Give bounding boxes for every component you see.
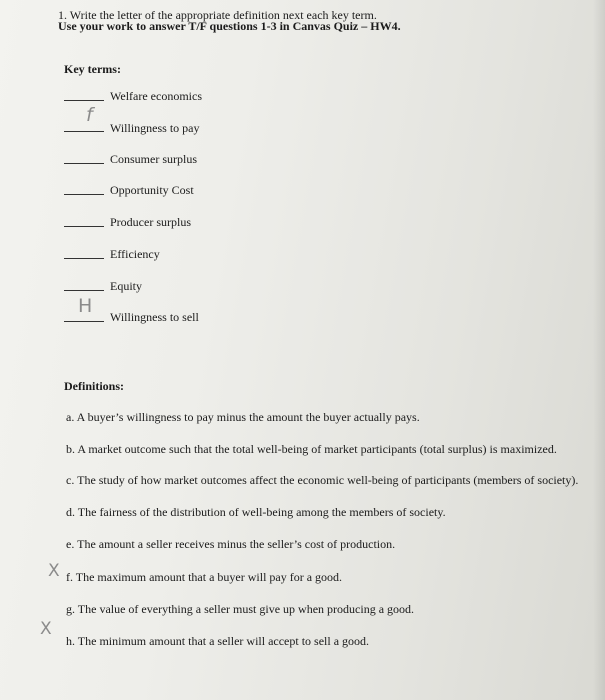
answer-blank[interactable] [64,226,104,227]
answer-blank[interactable] [64,290,104,291]
page-edge-shadow [593,0,605,700]
definition-item: d. The fairness of the distribution of well-being among the members of society. [66,505,446,519]
key-term-label: Producer surplus [110,215,191,229]
key-term-label: Welfare economics [110,89,202,103]
answer-blank[interactable] [64,100,104,101]
definitions-heading: Definitions: [64,379,124,393]
answer-blank[interactable] [64,194,104,195]
handwritten-check-mark: X [40,619,52,639]
answer-blank[interactable] [64,163,104,164]
handwritten-answer: f [86,104,93,126]
key-term-label: Willingness to sell [110,310,199,324]
key-term-label: Equity [110,279,142,293]
handwritten-answer: H [78,295,93,317]
key-term-label: Willingness to pay [110,121,200,135]
answer-blank[interactable] [64,131,104,132]
answer-blank[interactable] [64,321,104,322]
definition-item: g. The value of everything a seller must give up when producing a good. [66,602,415,616]
definition-item: c. The study of how market outcomes affect the economic well-being of participants (members of society). [66,473,579,487]
instruction-text: 1. Write the letter of the appropriate definition next each key term. [58,8,377,22]
key-terms-heading: Key terms: [64,62,121,76]
handwritten-check-mark: X [48,561,60,581]
definition-item: a. A buyer’s willingness to pay minus the amount the buyer actually pays. [66,410,420,424]
answer-blank[interactable] [64,258,104,259]
key-term-label: Efficiency [110,247,160,261]
definition-item: e. The amount a seller receives minus the seller’s cost of production. [66,537,396,551]
canvas-quiz-instruction: Use your work to answer T/F questions 1-3 in Canvas Quiz – HW4. [58,19,401,33]
key-term-label: Consumer surplus [110,152,197,166]
definition-item: b. A market outcome such that the total well-being of market participants (total surplus) is maximized. [66,442,557,456]
definition-item: h. The minimum amount that a seller will accept to sell a good. [66,634,370,648]
definition-item: f. The maximum amount that a buyer will pay for a good. [66,570,343,584]
key-term-label: Opportunity Cost [110,183,194,197]
